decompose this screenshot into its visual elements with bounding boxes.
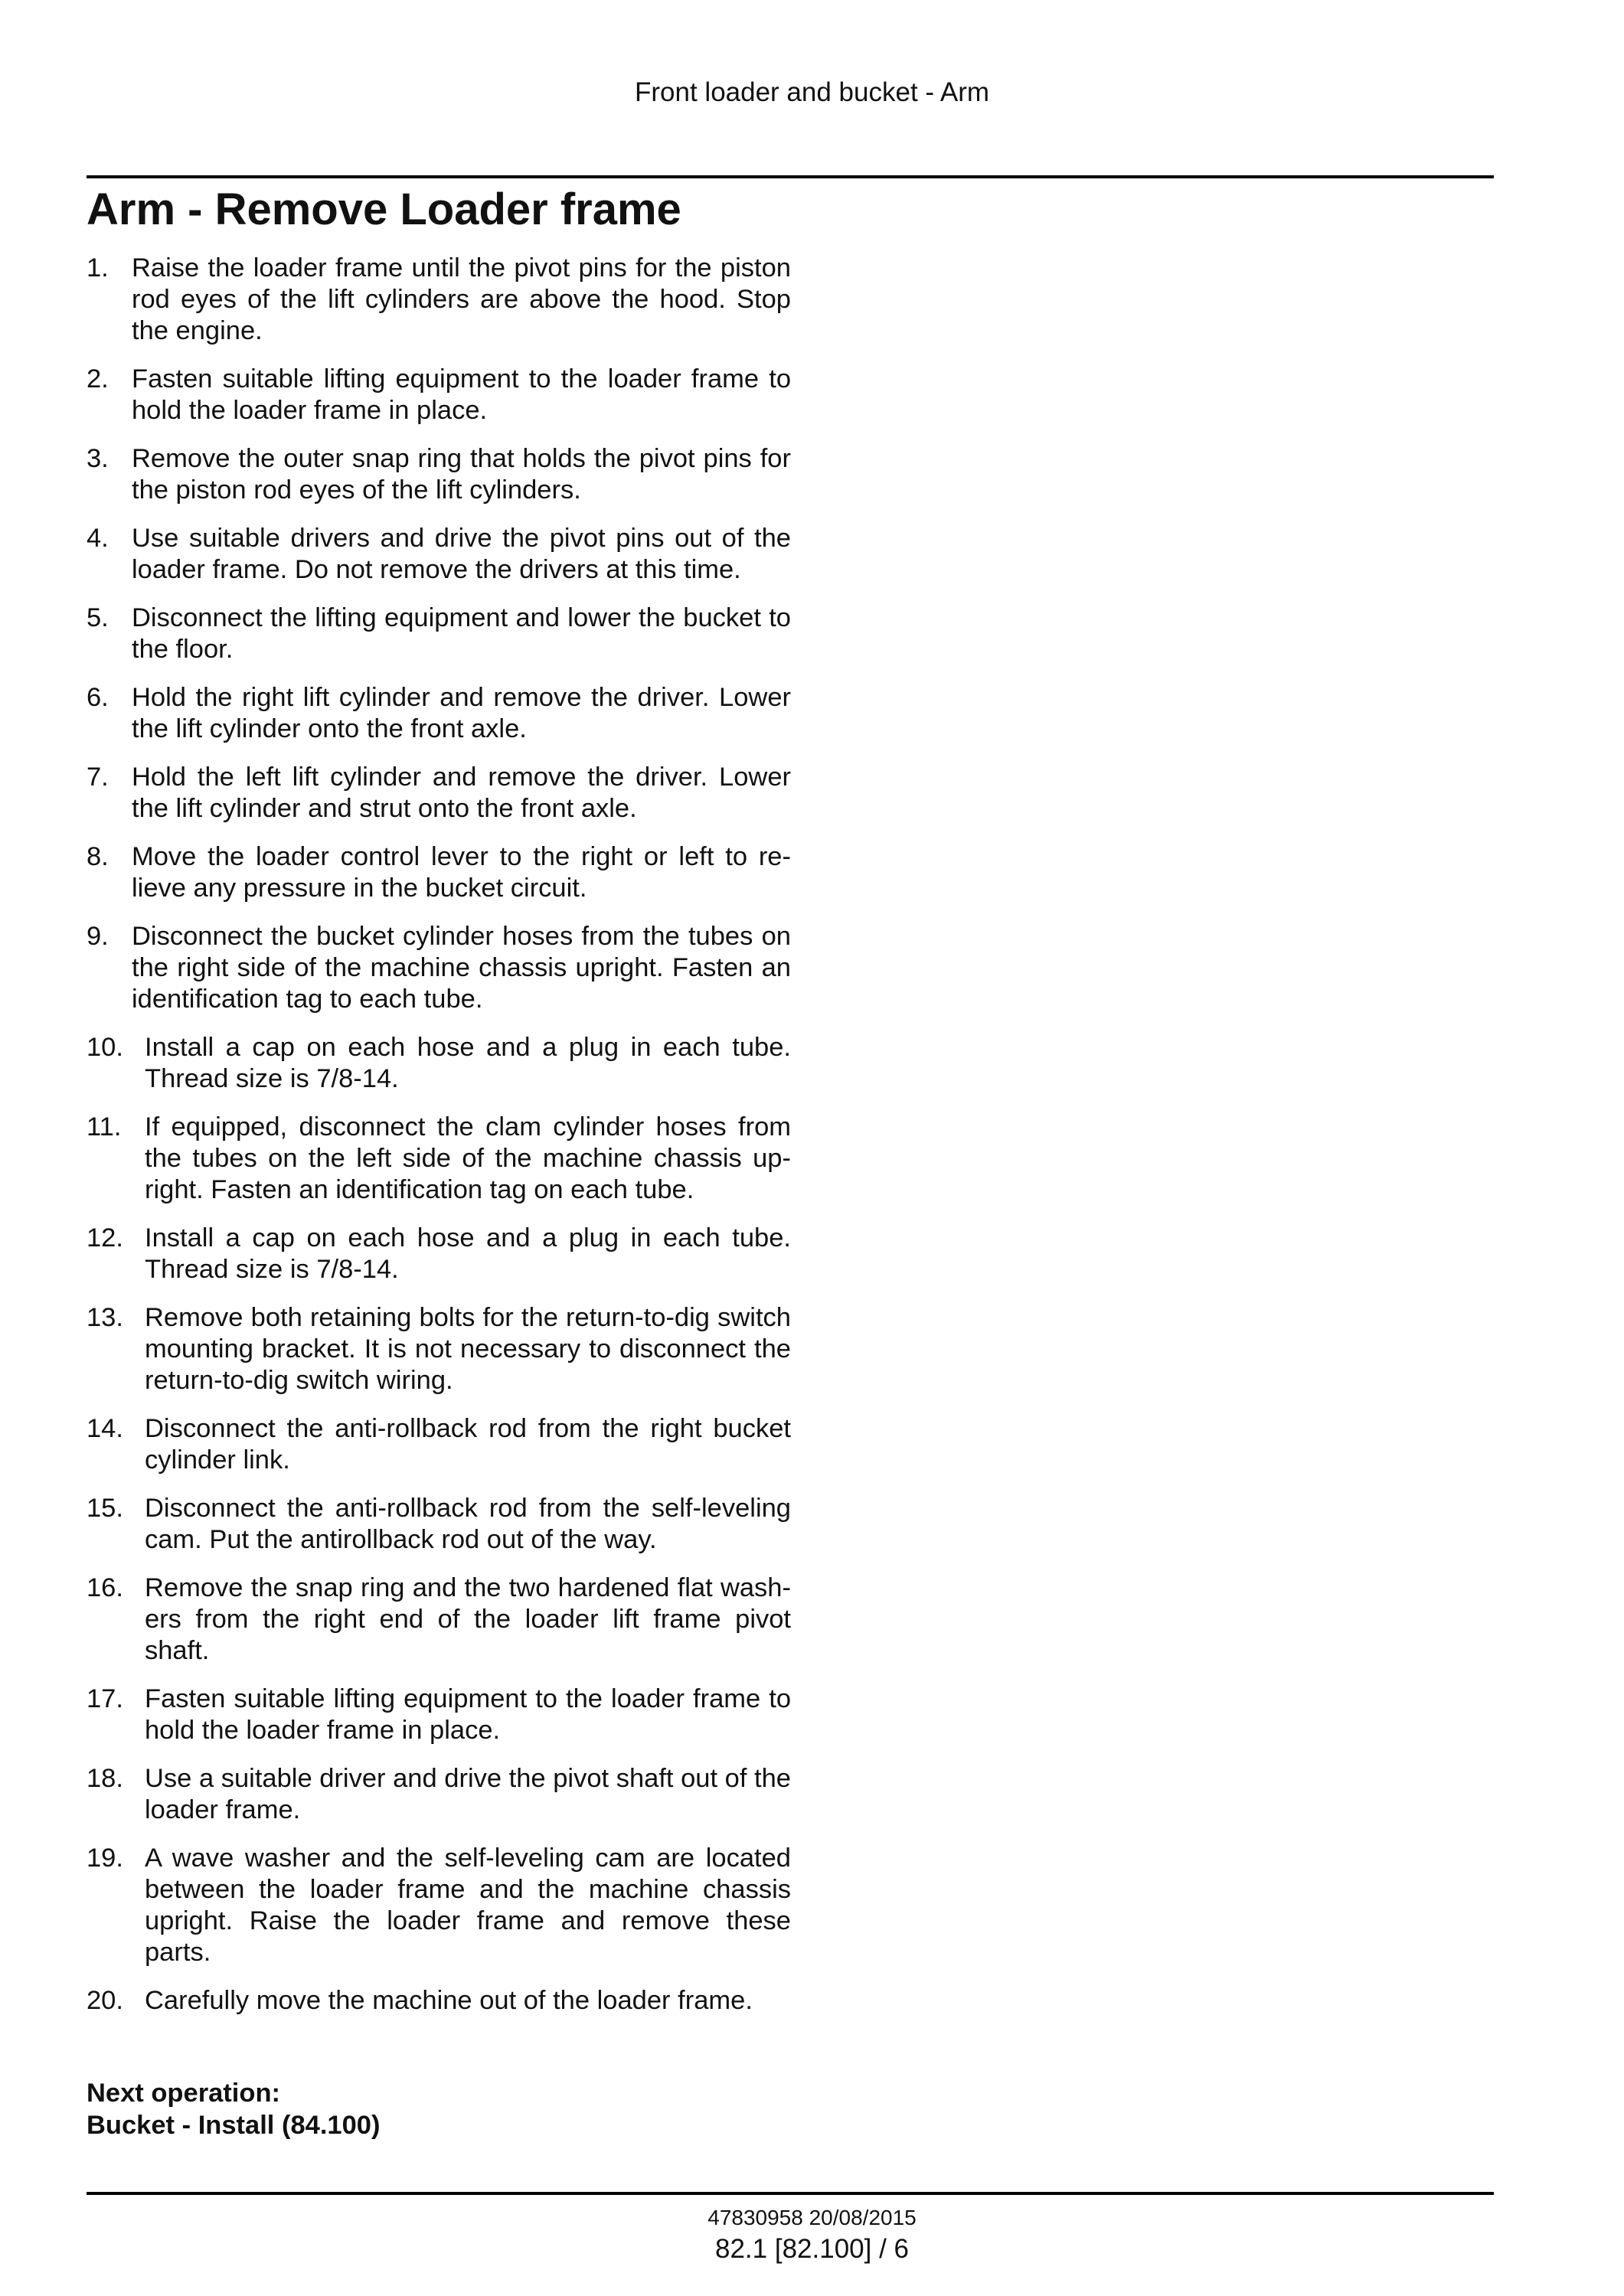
step-text: Hold the right lift cylinder and remove the driver. Lower the lift cylinder onto the front axle.: [132, 683, 791, 743]
footer-rule: [87, 2192, 1494, 2195]
step-number: 10.: [87, 1033, 123, 1062]
procedure-step: [87, 1032, 791, 1095]
step-number: 16.: [87, 1573, 123, 1602]
step-text: Remove the outer snap ring that holds the pivot pins for the piston rod eyes of the lift cylinders.: [132, 444, 791, 505]
procedure-step: [87, 841, 791, 904]
step-text: If equipped, disconnect the clam cylinder hoses from the tubes on the left side of the machine chassis upright. Fasten an identification tag on each tube.: [145, 1112, 791, 1204]
procedure-step: [87, 1843, 791, 1968]
procedure-step: [87, 443, 791, 506]
step-number: 17.: [87, 1684, 123, 1713]
step-text: Fasten suitable lifting equipment to the loader frame to hold the loader frame in place.: [132, 364, 791, 425]
step-number: 8.: [87, 842, 109, 871]
step-number: 5.: [87, 603, 109, 632]
next-operation-link[interactable]: Bucket - Install (84.100): [87, 2111, 381, 2140]
step-text: Hold the left lift cylinder and remove the driver. Lower the lift cylinder and strut onto the front axle.: [132, 763, 791, 823]
step-number: 4.: [87, 524, 109, 553]
procedure-step: [87, 1413, 791, 1476]
step-text: Remove the snap ring and the two hardened flat washers from the right end of the loader lift frame pivot shaft.: [145, 1573, 791, 1665]
step-number: 14.: [87, 1414, 123, 1443]
step-text: Remove both retaining bolts for the return-to-dig switch mounting bracket. It is not necessary to disconnect the return-to-dig switch wiring.: [145, 1303, 791, 1395]
header-rule: [87, 175, 1494, 178]
step-number: 9.: [87, 922, 109, 951]
step-number: 1.: [87, 253, 109, 283]
procedure-step: [87, 921, 791, 1015]
step-text: Disconnect the anti-rollback rod from the right bucket cylinder link.: [145, 1414, 791, 1475]
procedure-step: [87, 1985, 791, 2017]
step-text: Use suitable drivers and drive the pivot pins out of the loader frame. Do not remove the drivers at this time.: [132, 524, 791, 584]
procedure-step: [87, 603, 791, 665]
procedure-step: [87, 1573, 791, 1667]
step-number: 20.: [87, 1986, 123, 2015]
step-text: Raise the loader frame until the pivot pins for the piston rod eyes of the lift cylinders are above the hood. Stop the engine.: [132, 253, 791, 345]
step-number: 19.: [87, 1844, 123, 1873]
next-operation-label: Next operation:: [87, 2079, 281, 2108]
step-number: 3.: [87, 444, 109, 473]
procedure-step: [87, 1302, 791, 1396]
procedure-step: [87, 1493, 791, 1556]
procedure-step: [87, 1112, 791, 1206]
running-header: Front loader and bucket - Arm: [635, 77, 989, 107]
procedure-step: [87, 682, 791, 745]
step-text: Use a suitable driver and drive the pivot shaft out of the loader frame.: [145, 1764, 791, 1824]
document-id: 47830958 20/08/2015: [707, 2206, 917, 2229]
step-text: Carefully move the machine out of the loader frame.: [145, 1986, 753, 2015]
section-title: Arm - Remove Loader frame: [87, 185, 681, 234]
page-number: 82.1 [82.100] / 6: [715, 2234, 909, 2264]
step-text: Disconnect the bucket cylinder hoses from the tubes on the right side of the machine chassis upright. Fasten an identification tag to each tube.: [132, 922, 791, 1014]
next-operation: [87, 2077, 380, 2141]
step-number: 6.: [87, 683, 109, 712]
step-text: Install a cap on each hose and a plug in each tube. Thread size is 7/8-14.: [145, 1223, 791, 1284]
procedure-step: [87, 1223, 791, 1285]
step-text: Move the loader control lever to the right or left to relieve any pressure in the bucket circuit.: [132, 842, 791, 903]
procedure-steps: [87, 253, 791, 2033]
step-number: 18.: [87, 1764, 123, 1793]
step-text: Install a cap on each hose and a plug in each tube. Thread size is 7/8-14.: [145, 1033, 791, 1093]
procedure-step: [87, 364, 791, 426]
step-text: Disconnect the lifting equipment and lower the bucket to the floor.: [132, 603, 791, 664]
step-number: 2.: [87, 364, 109, 394]
step-text: A wave washer and the self-leveling cam are located between the loader frame and the machine chassis upright. Raise the loader frame and remove these parts.: [145, 1844, 791, 1967]
step-number: 13.: [87, 1303, 123, 1332]
procedure-step: [87, 523, 791, 586]
procedure-step: [87, 762, 791, 825]
procedure-step: [87, 1684, 791, 1746]
step-text: Disconnect the anti-rollback rod from the self-leveling cam. Put the antirollback rod out of the way.: [145, 1494, 791, 1554]
procedure-step: [87, 253, 791, 347]
step-number: 7.: [87, 763, 109, 792]
procedure-step: [87, 1763, 791, 1826]
step-number: 12.: [87, 1223, 123, 1253]
step-number: 11.: [87, 1112, 122, 1141]
step-number: 15.: [87, 1494, 123, 1523]
step-text: Fasten suitable lifting equipment to the loader frame to hold the loader frame in place.: [145, 1684, 791, 1745]
